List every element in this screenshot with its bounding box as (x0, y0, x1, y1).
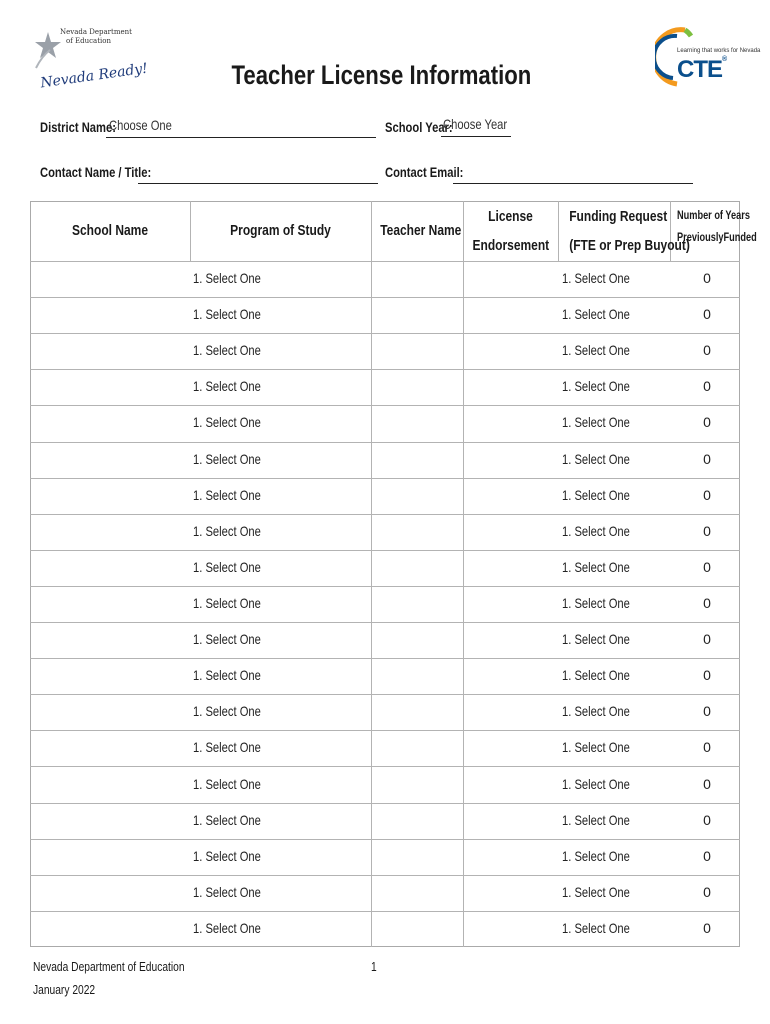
row-divider (30, 550, 740, 551)
funding-request-select[interactable]: 1. Select One (562, 270, 630, 287)
nde-logo-line2: of Education (66, 37, 111, 45)
program-of-study-select[interactable]: 1. Select One (193, 739, 261, 756)
funding-request-select[interactable]: 1. Select One (562, 703, 630, 720)
funding-request-select[interactable]: 1. Select One (562, 450, 630, 467)
row-divider (30, 803, 740, 804)
years-funded-value: 0 (703, 342, 711, 359)
program-of-study-select[interactable]: 1. Select One (193, 703, 261, 720)
school-year-select[interactable]: Choose Year (443, 116, 508, 132)
header-funding-line2: (FTE or Prep Buyout) (569, 237, 690, 254)
header-license-line1: License (488, 208, 533, 225)
row-divider (30, 839, 740, 840)
row-divider (30, 622, 740, 623)
program-of-study-select[interactable]: 1. Select One (193, 883, 261, 900)
years-funded-value: 0 (703, 703, 711, 720)
row-divider (30, 442, 740, 443)
years-funded-value: 0 (703, 450, 711, 467)
row-divider (30, 405, 740, 406)
years-funded-value: 0 (703, 558, 711, 575)
years-funded-value: 0 (703, 414, 711, 431)
row-divider (30, 766, 740, 767)
column-divider (371, 201, 372, 947)
years-funded-value: 0 (703, 739, 711, 756)
years-funded-value: 0 (703, 883, 711, 900)
funding-request-select[interactable]: 1. Select One (562, 811, 630, 828)
funding-request-select[interactable]: 1. Select One (562, 558, 630, 575)
funding-request-select[interactable]: 1. Select One (562, 522, 630, 539)
years-funded-value: 0 (703, 775, 711, 792)
school-year-label: School Year: (385, 119, 453, 135)
program-of-study-select[interactable]: 1. Select One (193, 667, 261, 684)
row-divider (30, 478, 740, 479)
header-school-name: School Name (71, 222, 149, 239)
years-funded-value: 0 (703, 486, 711, 503)
funding-request-select[interactable]: 1. Select One (562, 847, 630, 864)
header-years-line2: PreviouslyFunded (677, 232, 757, 244)
footer-date: January 2022 (33, 983, 96, 997)
contact-name-field[interactable] (138, 183, 378, 184)
program-of-study-select[interactable]: 1. Select One (193, 486, 261, 503)
header-teacher-name: Teacher Name (380, 222, 462, 239)
funding-request-select[interactable]: 1. Select One (562, 775, 630, 792)
row-divider (30, 514, 740, 515)
row-divider (30, 730, 740, 731)
funding-request-select[interactable]: 1. Select One (562, 883, 630, 900)
years-funded-value: 0 (703, 522, 711, 539)
program-of-study-select[interactable]: 1. Select One (193, 306, 261, 323)
years-funded-value: 0 (703, 378, 711, 395)
funding-request-select[interactable]: 1. Select One (562, 378, 630, 395)
program-of-study-select[interactable]: 1. Select One (193, 919, 261, 936)
footer-organization: Nevada Department of Education (33, 960, 185, 974)
years-funded-value: 0 (703, 847, 711, 864)
row-divider (30, 694, 740, 695)
row-divider (30, 658, 740, 659)
column-divider (558, 201, 559, 261)
nde-logo-line1: Nevada Department (60, 28, 132, 36)
row-divider (30, 297, 740, 298)
program-of-study-select[interactable]: 1. Select One (193, 595, 261, 611)
column-divider (463, 201, 464, 947)
row-divider (30, 911, 740, 912)
school-year-underline (441, 136, 511, 137)
funding-request-select[interactable]: 1. Select One (562, 739, 630, 756)
funding-request-select[interactable]: 1. Select One (562, 306, 630, 323)
district-name-underline (106, 137, 376, 138)
program-of-study-select[interactable]: 1. Select One (193, 811, 261, 828)
header-program-of-study: Program of Study (230, 222, 331, 239)
header-years-line1: Number of Years (677, 210, 750, 222)
funding-request-select[interactable]: 1. Select One (562, 486, 630, 503)
program-of-study-select[interactable]: 1. Select One (193, 378, 261, 395)
funding-request-select[interactable]: 1. Select One (562, 667, 630, 684)
column-divider (190, 201, 191, 261)
contact-email-field[interactable] (453, 183, 693, 184)
funding-request-select[interactable]: 1. Select One (562, 342, 630, 359)
program-of-study-select[interactable]: 1. Select One (193, 450, 261, 467)
header-license-line2: Endorsement (472, 237, 550, 254)
cte-wordmark: CTE® (677, 56, 727, 83)
program-of-study-select[interactable]: 1. Select One (193, 775, 261, 792)
nevada-ready-script: Nevada Ready! (39, 60, 149, 92)
funding-request-select[interactable]: 1. Select One (562, 595, 630, 611)
years-funded-value: 0 (703, 631, 711, 648)
row-divider (30, 369, 740, 370)
program-of-study-select[interactable]: 1. Select One (193, 414, 261, 431)
program-of-study-select[interactable]: 1. Select One (193, 270, 261, 287)
cte-tagline: Learning that works for Nevada (677, 48, 761, 54)
contact-name-label: Contact Name / Title: (40, 164, 152, 180)
years-funded-value: 0 (703, 811, 711, 828)
page-number: 1 (371, 960, 377, 974)
header-divider (30, 261, 740, 262)
program-of-study-select[interactable]: 1. Select One (193, 631, 261, 648)
funding-request-select[interactable]: 1. Select One (562, 414, 630, 431)
program-of-study-select[interactable]: 1. Select One (193, 847, 261, 864)
row-divider (30, 586, 740, 587)
page-title: Teacher License Information (231, 60, 532, 90)
teacher-license-table (30, 201, 757, 947)
program-of-study-select[interactable]: 1. Select One (193, 558, 261, 575)
funding-request-select[interactable]: 1. Select One (562, 919, 630, 936)
years-funded-value: 0 (703, 667, 711, 684)
program-of-study-select[interactable]: 1. Select One (193, 342, 261, 359)
years-funded-value: 0 (703, 595, 711, 611)
star-icon (32, 30, 62, 70)
contact-email-label: Contact Email: (385, 164, 464, 180)
header-funding-line1: Funding Request (569, 208, 668, 225)
years-funded-value: 0 (703, 919, 711, 936)
years-funded-value: 0 (703, 306, 711, 323)
row-divider (30, 333, 740, 334)
row-divider (30, 875, 740, 876)
district-name-select[interactable]: Choose One (109, 117, 172, 133)
district-name-label: District Name: (40, 119, 116, 135)
funding-request-select[interactable]: 1. Select One (562, 631, 630, 648)
years-funded-value: 0 (703, 270, 711, 287)
program-of-study-select[interactable]: 1. Select One (193, 522, 261, 539)
